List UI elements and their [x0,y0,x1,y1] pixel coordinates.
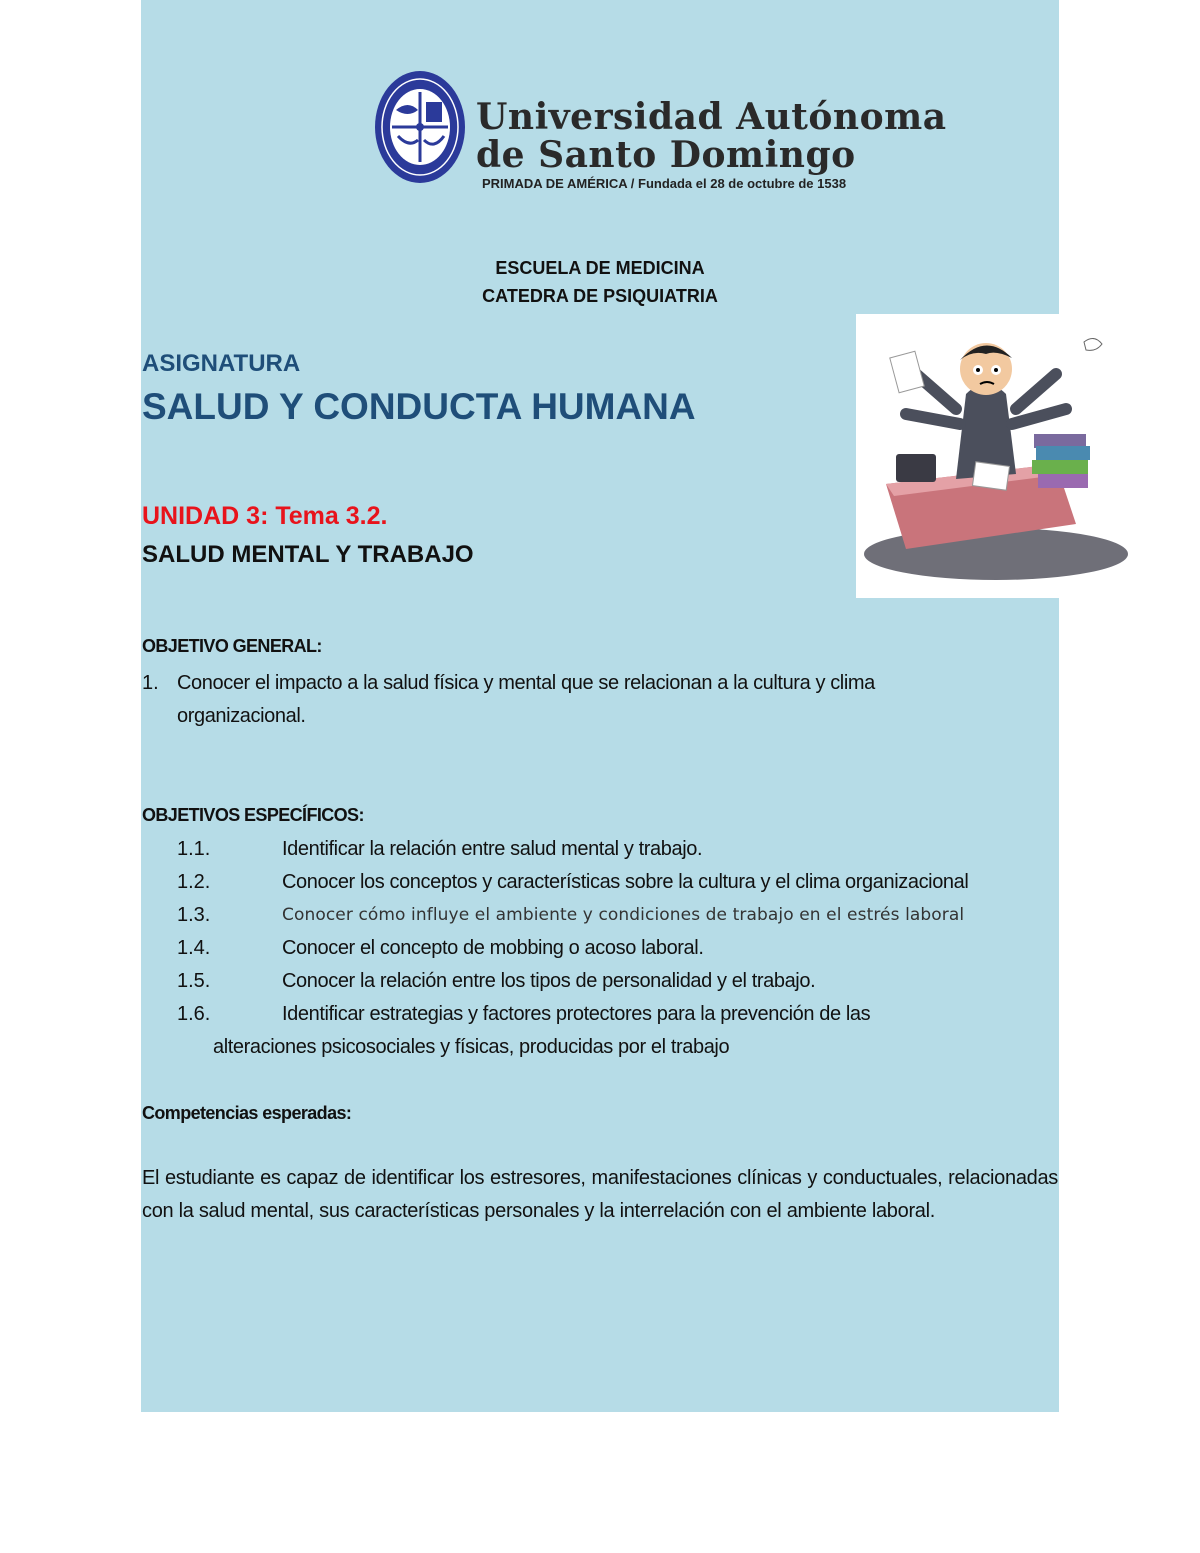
objective-number: 1.5. [177,970,211,992]
objective-text-continuation: alteraciones psicosociales y físicas, producidas por el trabajo [213,1036,730,1058]
objective-text: Identificar la relación entre salud mental y trabajo. [282,838,703,860]
chair-name: CATEDRA DE PSIQUIATRIA [482,286,718,306]
course-label: ASIGNATURA [142,350,301,377]
specific-objectives-heading: OBJETIVOS ESPECÍFICOS: [142,805,364,825]
unit-title: UNIDAD 3: Tema 3.2. [142,502,388,530]
topic-title: SALUD MENTAL Y TRABAJO [142,541,474,568]
stressed-worker-illustration [856,314,1059,598]
general-objective-number: 1. [142,672,159,694]
objective-text: Conocer cómo influye el ambiente y condiciones de trabajo en el estrés laboral [282,905,965,925]
objective-text: Identificar estrategias y factores protectores para la prevención de las [282,1003,871,1025]
university-seal-logo [374,70,466,184]
objective-text: Conocer los conceptos y características sobre la cultura y el clima organizacional [282,871,969,893]
objective-number: 1.2. [177,871,211,893]
objective-number: 1.1. [177,838,211,860]
objective-number: 1.4. [177,937,211,959]
university-tagline: PRIMADA DE AMÉRICA / Fundada el 28 de octubre de 1538 [482,176,847,191]
general-objective-line1: Conocer el impacto a la salud física y mental que se relacionan a la cultura y clima [177,672,875,694]
general-objective-heading: OBJETIVO GENERAL: [142,636,322,656]
objective-number: 1.6. [177,1003,211,1025]
university-name-line2: de Santo Domingo [476,134,856,176]
course-title: SALUD Y CONDUCTA HUMANA [142,386,696,427]
objective-text: Conocer la relación entre los tipos de personalidad y el trabajo. [282,970,816,992]
objective-number: 1.3. [177,904,211,926]
general-objective-line2: organizacional. [177,705,306,727]
university-name-line1: Universidad Autónoma [476,96,947,138]
objective-text: Conocer el concepto de mobbing o acoso laboral. [282,937,704,959]
competencies-heading: Competencias esperadas: [142,1103,352,1123]
school-name: ESCUELA DE MEDICINA [495,258,705,278]
competencies-paragraph: El estudiante es capaz de identificar los estresores, manifestaciones clínicas y conductuales, relacionadas con la salud mental, sus características personales y la interrelación con el ambiente laboral. [142,1167,1058,1222]
